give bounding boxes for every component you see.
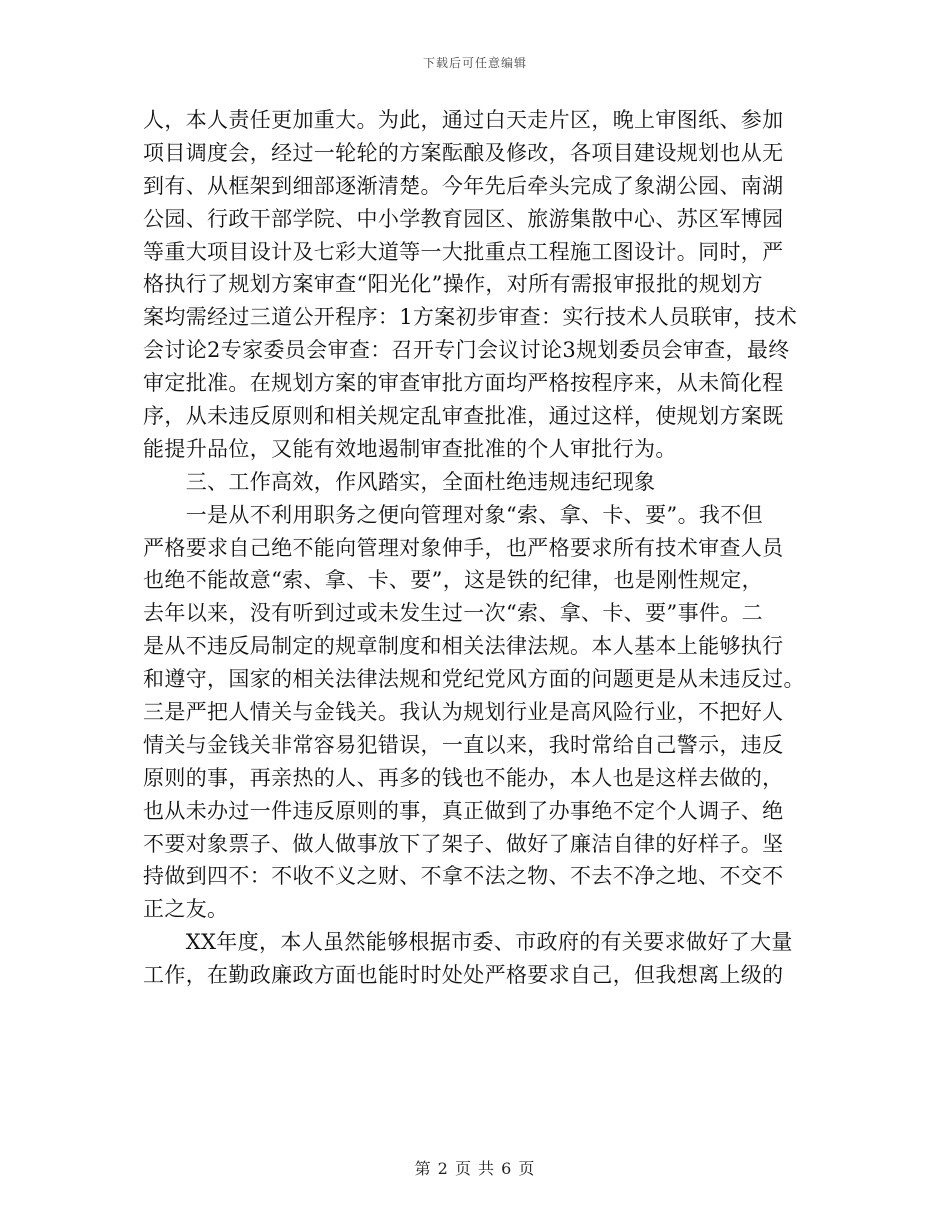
body-line: 去年以来，没有听到过或未发生过一次“索、拿、卡、要”事件。二 bbox=[143, 601, 763, 626]
body-line: 一是从不利用职务之便向管理对象“索、拿、卡、要”。我不但 bbox=[143, 502, 763, 527]
body-line: 原则的事，再亲热的人、再多的钱也不能办，本人也是这样去做的， bbox=[143, 765, 784, 790]
body-line: 三是严把人情关与金钱关。我认为规划行业是高风险行业，不把好人 bbox=[143, 700, 784, 725]
body-line: 也绝不能故意“索、拿、卡、要”，这是铁的纪律，也是刚性规定， bbox=[143, 568, 763, 593]
body-line: 项目调度会，经过一轮轮的方案酝酿及修改，各项目建设规划也从无 bbox=[143, 140, 784, 165]
body-line: 人，本人责任更加重大。为此，通过白天走片区，晚上审图纸、参加 bbox=[143, 108, 784, 132]
body-line: 案均需经过三道公开程序：1方案初步审查：实行技术人员联审，技术 bbox=[143, 305, 798, 330]
body-line: 是从不违反局制定的规章制度和相关法律法规。本人基本上能够执行 bbox=[143, 634, 784, 659]
body-line: 能提升品位，又能有效地遏制审查批准的个人审批行为。 bbox=[143, 436, 677, 461]
body-line: XX年度，本人虽然能够根据市委、市政府的有关要求做好了大量 bbox=[143, 930, 793, 955]
body-line: 严格要求自己绝不能向管理对象伸手，也严格要求所有技术审查人员 bbox=[143, 535, 784, 560]
body-line: 等重大项目设计及七彩大道等一大批重点工程施工图设计。同时，严 bbox=[143, 239, 784, 264]
body-line: 公园、行政干部学院、中小学教育园区、旅游集散中心、苏区军博园 bbox=[143, 206, 784, 231]
body-line: 不要对象票子、做人做事放下了架子、做好了廉洁自律的好样子。坚 bbox=[143, 831, 784, 856]
section-heading: 三、工作高效，作风踏实，全面杜绝违规违纪现象 bbox=[143, 469, 656, 494]
body-line: 会讨论2专家委员会审查：召开专门会议讨论3规划委员会审查，最终 bbox=[143, 338, 790, 363]
body-line: 正之友。 bbox=[143, 897, 229, 922]
page-header: 下载后可任意编辑 bbox=[422, 56, 527, 70]
document-body bbox=[143, 104, 813, 992]
body-line: 和遵守，国家的相关法律法规和党纪党风方面的问题更是从未违反过。 bbox=[143, 667, 805, 692]
body-line: 序，从未违反原则和相关规定乱审查批准，通过这样，使规划方案既 bbox=[143, 404, 784, 429]
body-line: 审定批准。在规划方案的审查审批方面均严格按程序来，从未简化程 bbox=[143, 371, 784, 396]
body-line: 到有、从框架到细部逐渐清楚。今年先后牵头完成了象湖公园、南湖 bbox=[143, 173, 784, 198]
body-line: 情关与金钱关非常容易犯错误，一直以来，我时常给自己警示，违反 bbox=[143, 732, 784, 757]
body-line: 持做到四不：不收不义之财、不拿不法之物、不去不净之地、不交不 bbox=[143, 864, 784, 889]
page-number: 第 2 页 共 6 页 bbox=[414, 1159, 536, 1178]
body-line: 也从未办过一件违反原则的事，真正做到了办事绝不定个人调子、绝 bbox=[143, 798, 784, 823]
body-line: 格执行了规划方案审查“阳光化”操作，对所有需报审报批的规划方 bbox=[143, 272, 763, 297]
body-line: 工作，在勤政廉政方面也能时时处处严格要求自己，但我想离上级的 bbox=[143, 963, 784, 988]
